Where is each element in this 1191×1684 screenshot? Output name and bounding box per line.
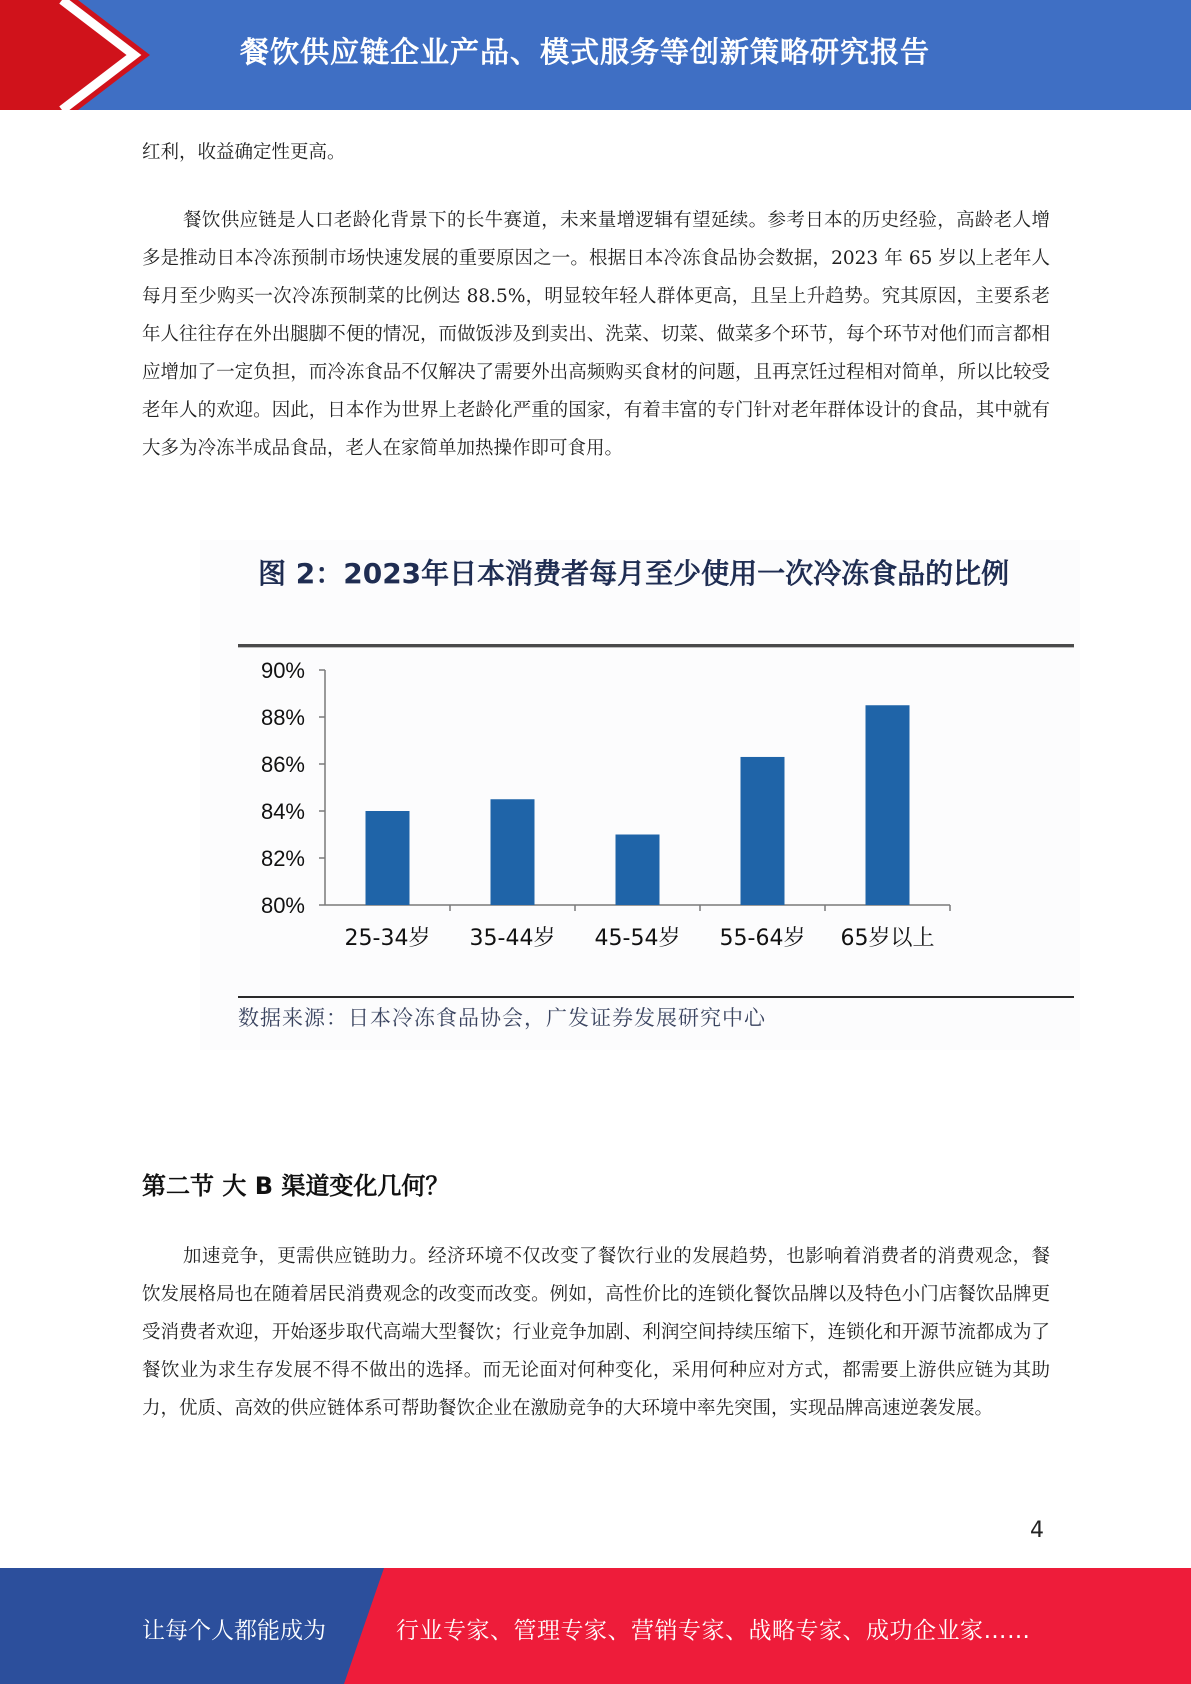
paragraph-competition: 加速竞争，更需供应链助力。经济环境不仅改变了餐饮行业的发展趋势，也影响着消费者的消费观念，餐饮发展格局也在随着居民消费观念的改变而改变。例如，高性价比的连锁化餐饮品牌以及特色小门店餐饮品牌更受消费者欢迎，开始逐步取代高端大型餐饮；行业竞争加剧、利润空间持续压缩下，连锁化和开源节流都成为了餐饮业为求生存发展不得不做出的选择。而无论面对何种变化，采用何种应对方式，都需要上游供应链为其助力，优质、高效的供应链体系可帮助餐饮企业在激励竞争的大环境中率先突围，实现品牌高速逆袭发展。 <box>142 1246 1050 1419</box>
y-tick-label: 88% <box>260 705 305 730</box>
figure-top-rule <box>238 644 1074 648</box>
x-tick-label: 35-44岁 <box>469 926 556 951</box>
y-tick-label: 86% <box>260 752 305 777</box>
figure-title: 图 2：2023年日本消费者每月至少使用一次冷冻食品的比例 <box>258 557 1010 590</box>
y-tick-label: 80% <box>260 893 305 918</box>
figure-bottom-rule <box>238 996 1074 998</box>
x-tick-label: 45-54岁 <box>594 926 681 951</box>
x-tick-label: 55-64岁 <box>719 926 806 951</box>
x-tick-label: 25-34岁 <box>344 926 431 951</box>
header-red-chevron <box>0 0 150 110</box>
footer-banner <box>0 1568 1191 1684</box>
y-tick-label: 84% <box>260 799 305 824</box>
page-number: 4 <box>1030 1518 1044 1543</box>
y-tick-label: 82% <box>260 846 305 871</box>
report-title: 餐饮供应链企业产品、模式服务等创新策略研究报告 <box>240 35 931 69</box>
footer-slogan-right: 行业专家、管理专家、营销专家、战略专家、成功企业家…… <box>396 1618 1031 1644</box>
x-tick-label: 65岁以上 <box>840 926 935 951</box>
figure-2 <box>200 540 1080 1050</box>
bar <box>741 757 785 905</box>
bar <box>366 811 410 905</box>
paragraph-aging-market: 餐饮供应链是人口老龄化背景下的长牛赛道，未来量增逻辑有望延续。参考日本的历史经验，高龄老人增多是推动日本冷冻预制市场快速发展的重要原因之一。根据日本冷冻食品协会数据，2023 年 65 岁以上老年人每月至少购买一次冷冻预制菜的比例达 88.5%，明显较年轻人群体更高，且呈上升趋势。究其原因，主要系老年人往往存在外出腿脚不便的情况，而做饭涉及到卖出、洗菜、切菜、做菜多个环节，每个环节对他们而言都相应增加了一定负担，而冷冻食品不仅解决了需要外出高频购买食材的问题，且再烹饪过程相对简单，所以比较受老年人的欢迎。因此，日本作为世界上老龄化严重的国家，有着丰富的专门针对老年群体设计的食品，其中就有大多为冷冻半成品食品，老人在家简单加热操作即可食用。 <box>142 210 1050 459</box>
footer-slogan-left: 让每个人都能成为 <box>142 1618 326 1644</box>
bar-chart <box>200 660 1080 990</box>
figure-source: 数据来源：日本冷冻食品协会，广发证券发展研究中心 <box>238 1006 766 1030</box>
bar <box>866 705 910 905</box>
bar <box>491 799 535 905</box>
y-tick-label: 90% <box>260 660 305 683</box>
bar <box>616 835 660 906</box>
header-banner <box>0 0 1191 110</box>
paragraph-continuation: 红利，收益确定性更高。 <box>142 142 346 163</box>
section-heading: 第二节 大 B 渠道变化几何？ <box>142 1172 450 1200</box>
